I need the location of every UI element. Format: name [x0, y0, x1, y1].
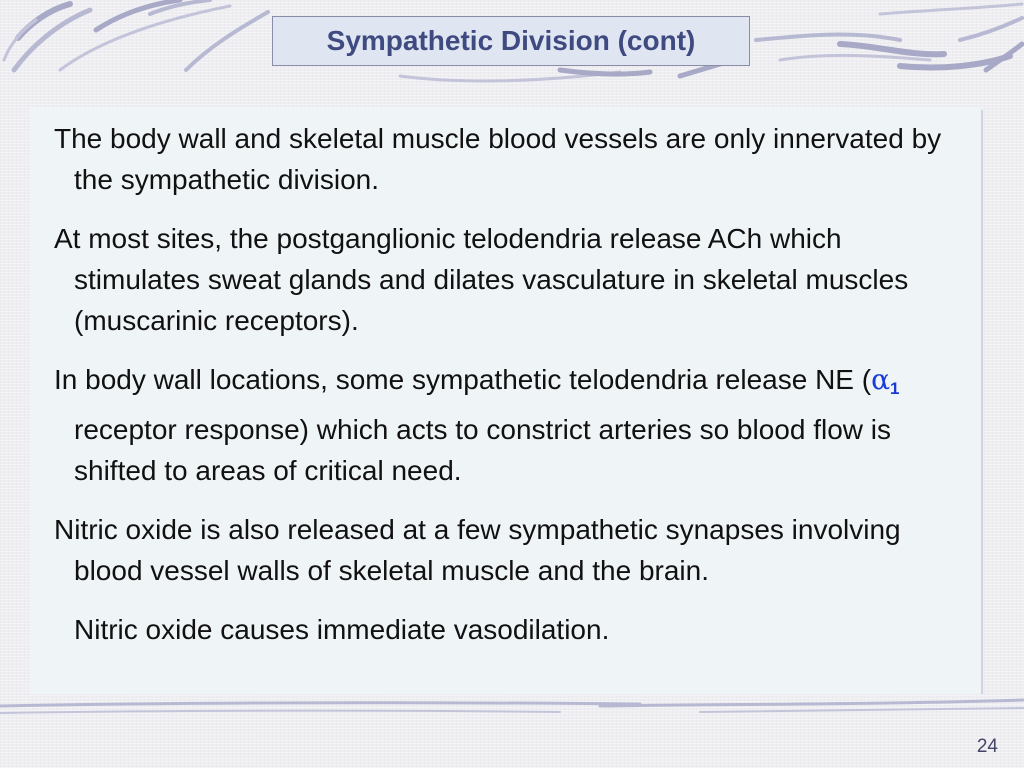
bullet-paragraph-2: At most sites, the postganglionic telodendria release ACh which stimulates sweat glands and dilates vasculature in skeletal muscles (muscarinic receptors). — [54, 223, 909, 336]
sub-paragraph-nitric-oxide: Nitric oxide causes immediate vasodilation. — [74, 614, 610, 645]
bullet-paragraph-1: The body wall and skeletal muscle blood vessels are only innervated by the sympathetic division. — [54, 123, 942, 195]
alpha-one-symbol — [871, 363, 899, 396]
paragraph-3-text-after: receptor response) which acts to constrict arteries so blood flow is shifted to areas of critical need. — [74, 414, 892, 486]
slide-content-panel — [30, 108, 981, 694]
alpha-symbol: α — [871, 363, 890, 396]
slide-title-box — [272, 16, 750, 66]
bottom-swooshes — [0, 700, 1024, 713]
bullet-paragraph-3 — [54, 359, 951, 491]
bullet-paragraph-4: Nitric oxide is also released at a few sympathetic synapses involving blood vessel walls of skeletal muscle and the brain. — [54, 514, 901, 586]
paragraph-3-text-before: In body wall locations, some sympathetic telodendria release NE ( — [54, 364, 872, 395]
alpha-subscript: 1 — [890, 379, 900, 398]
slide-title: Sympathetic Division (cont) — [326, 25, 696, 56]
page-number: 24 — [976, 736, 998, 757]
